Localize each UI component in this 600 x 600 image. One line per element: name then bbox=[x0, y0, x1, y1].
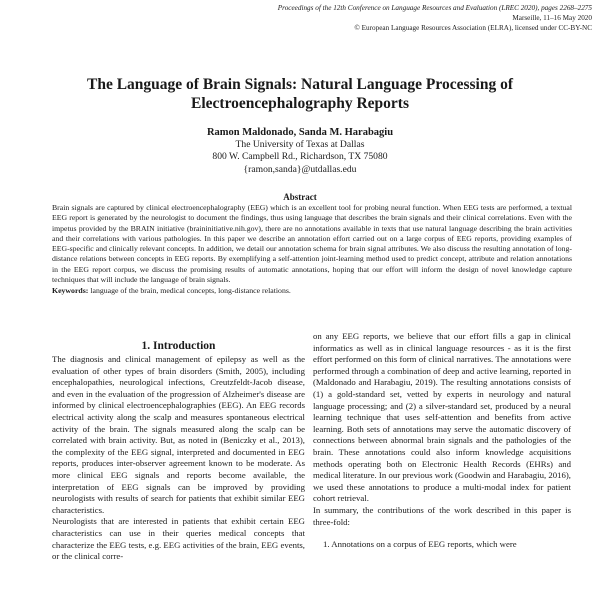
proceedings-header bbox=[172, 3, 592, 33]
contribution-list-item-1: 1. Annotations on a corpus of EEG reports, which were bbox=[323, 539, 517, 550]
keywords bbox=[52, 286, 572, 296]
intro-paragraph-1: The diagnosis and clinical management of epilepsy as well as the evaluation of other types of brain disorders (Smith, 2005), including encephalopathies, neurological infections, Creutzfeldt-Jacob disease, and even in the evaluation of the progression of Alzheimer's disease are informed by clinical electroencephalographies (EEG). An EEG records electrical activity along the scalp and measures spontaneous electrical activity of the brain. The signals measured along the scalp can be correlated with brain activity. But, as noted in (Beniczky et al., 2013), the complexity of the EEG signal, interpreted and documented in EEG reports, produces inter-observer agreement known to be moderate. As more clinical EEG signals and reports become available, the interpretation of EEG signals can be improved by providing neurologists with results of search for patients that exhibit similar EEG characteristics. bbox=[52, 354, 305, 515]
abstract-heading: Abstract bbox=[283, 192, 317, 202]
paper-title bbox=[40, 76, 560, 113]
proceedings-citation: Proceedings of the 12th Conference on Language Resources and Evaluation (LREC 2020), pages 2268–2275 bbox=[277, 4, 592, 12]
paper-title-line-1: The Language of Brain Signals: Natural Language Processing of bbox=[86, 76, 513, 93]
keywords-label: Keywords: bbox=[52, 286, 89, 295]
paper-title-line-2: Electroencephalography Reports bbox=[191, 94, 409, 112]
affiliation-university: The University of Texas at Dallas bbox=[235, 139, 365, 150]
affiliation-address: 800 W. Campbell Rd., Richardson, TX 75080 bbox=[212, 151, 388, 163]
introduction-heading: 1. Introduction bbox=[141, 340, 216, 352]
author-names: Ramon Maldonado, Sanda M. Harabagiu bbox=[206, 127, 394, 138]
license-notice: © European Language Resources Association (ELRA), licensed under CC-BY-NC bbox=[354, 24, 592, 32]
intro-paragraph-3: on any EEG reports, we believe that our effort fills a gap in clinical informatics as well as in clinical language resources - as it is the first effort performed on this form of clinical narratives. The annotations were performed through a combination of deep and active learning, reported in (Maldonado and Harabagiu, 2019). The resulting annotations consists of (1) a gold-standard set, vetted by experts in neurology and natural language processing; and (2) a silver-standard set, produced by a neural learning technique that uses self-attention and benefits from active learning. Both sets of annotations may serve the automatic discovery of connections between abnormal brain signals and the pathologies of the brain. These annotations could also inform knowledge acquisitions methods operating both on Electronic Health Records (EHRs) and medical literature. In our previous work (Goodwin and Harabagiu, 2016), we used these annotations to produce a multi-modal index for patient cohort retrieval. bbox=[313, 331, 571, 504]
abstract-text: Brain signals are captured by clinical electroencephalography (EEG) which is an excellent tool for probing neural function. When EEG tests are performed, a textual EEG report is generated by the neurologist to document the findings, thus using language that describes the brain signals and their clinical correlations. Even with the impetus provided by the BRAIN initiative (braininitiative.nih.gov), there are no annotations available in texts that use natural language describing the brain activities and their correlations with various pathologies. In this paper we describe an annotation effort carried out on a large corpus of EEG reports, providing examples of EEG-specific and clinically relevant concepts. In addition, we detail our annotation schema for brain signal attributes. We also discuss the resulting annotation of long-distance relations between concepts in EEG reports. By exemplifying a self-attention joint-learning method used to predict concept, attribute and relation annotations in the EEG report corpus, we discuss the promising results of automatic annotations, hoping that our effort will inform the design of novel knowledge capture techniques that will include the language of brain signals. bbox=[52, 203, 572, 285]
affiliation-email: {ramon,sanda}@utdallas.edu bbox=[243, 163, 357, 175]
keywords-text: language of the brain, medical concepts, long-distance relations. bbox=[90, 286, 291, 295]
conference-location-date: Marseille, 11–16 May 2020 bbox=[512, 14, 592, 22]
intro-paragraph-2: Neurologists that are interested in patients that exhibit certain EEG characteristics can use in their queries medical concepts that characterize the EEG tests, e.g. EEG activities of the brain, EEG events, or the clinical corre- bbox=[52, 516, 305, 562]
author-affiliation bbox=[0, 139, 600, 176]
intro-paragraph-4: In summary, the contributions of the work described in this paper is three-fold: bbox=[313, 504, 571, 527]
right-column bbox=[313, 331, 571, 551]
left-column bbox=[52, 354, 305, 563]
